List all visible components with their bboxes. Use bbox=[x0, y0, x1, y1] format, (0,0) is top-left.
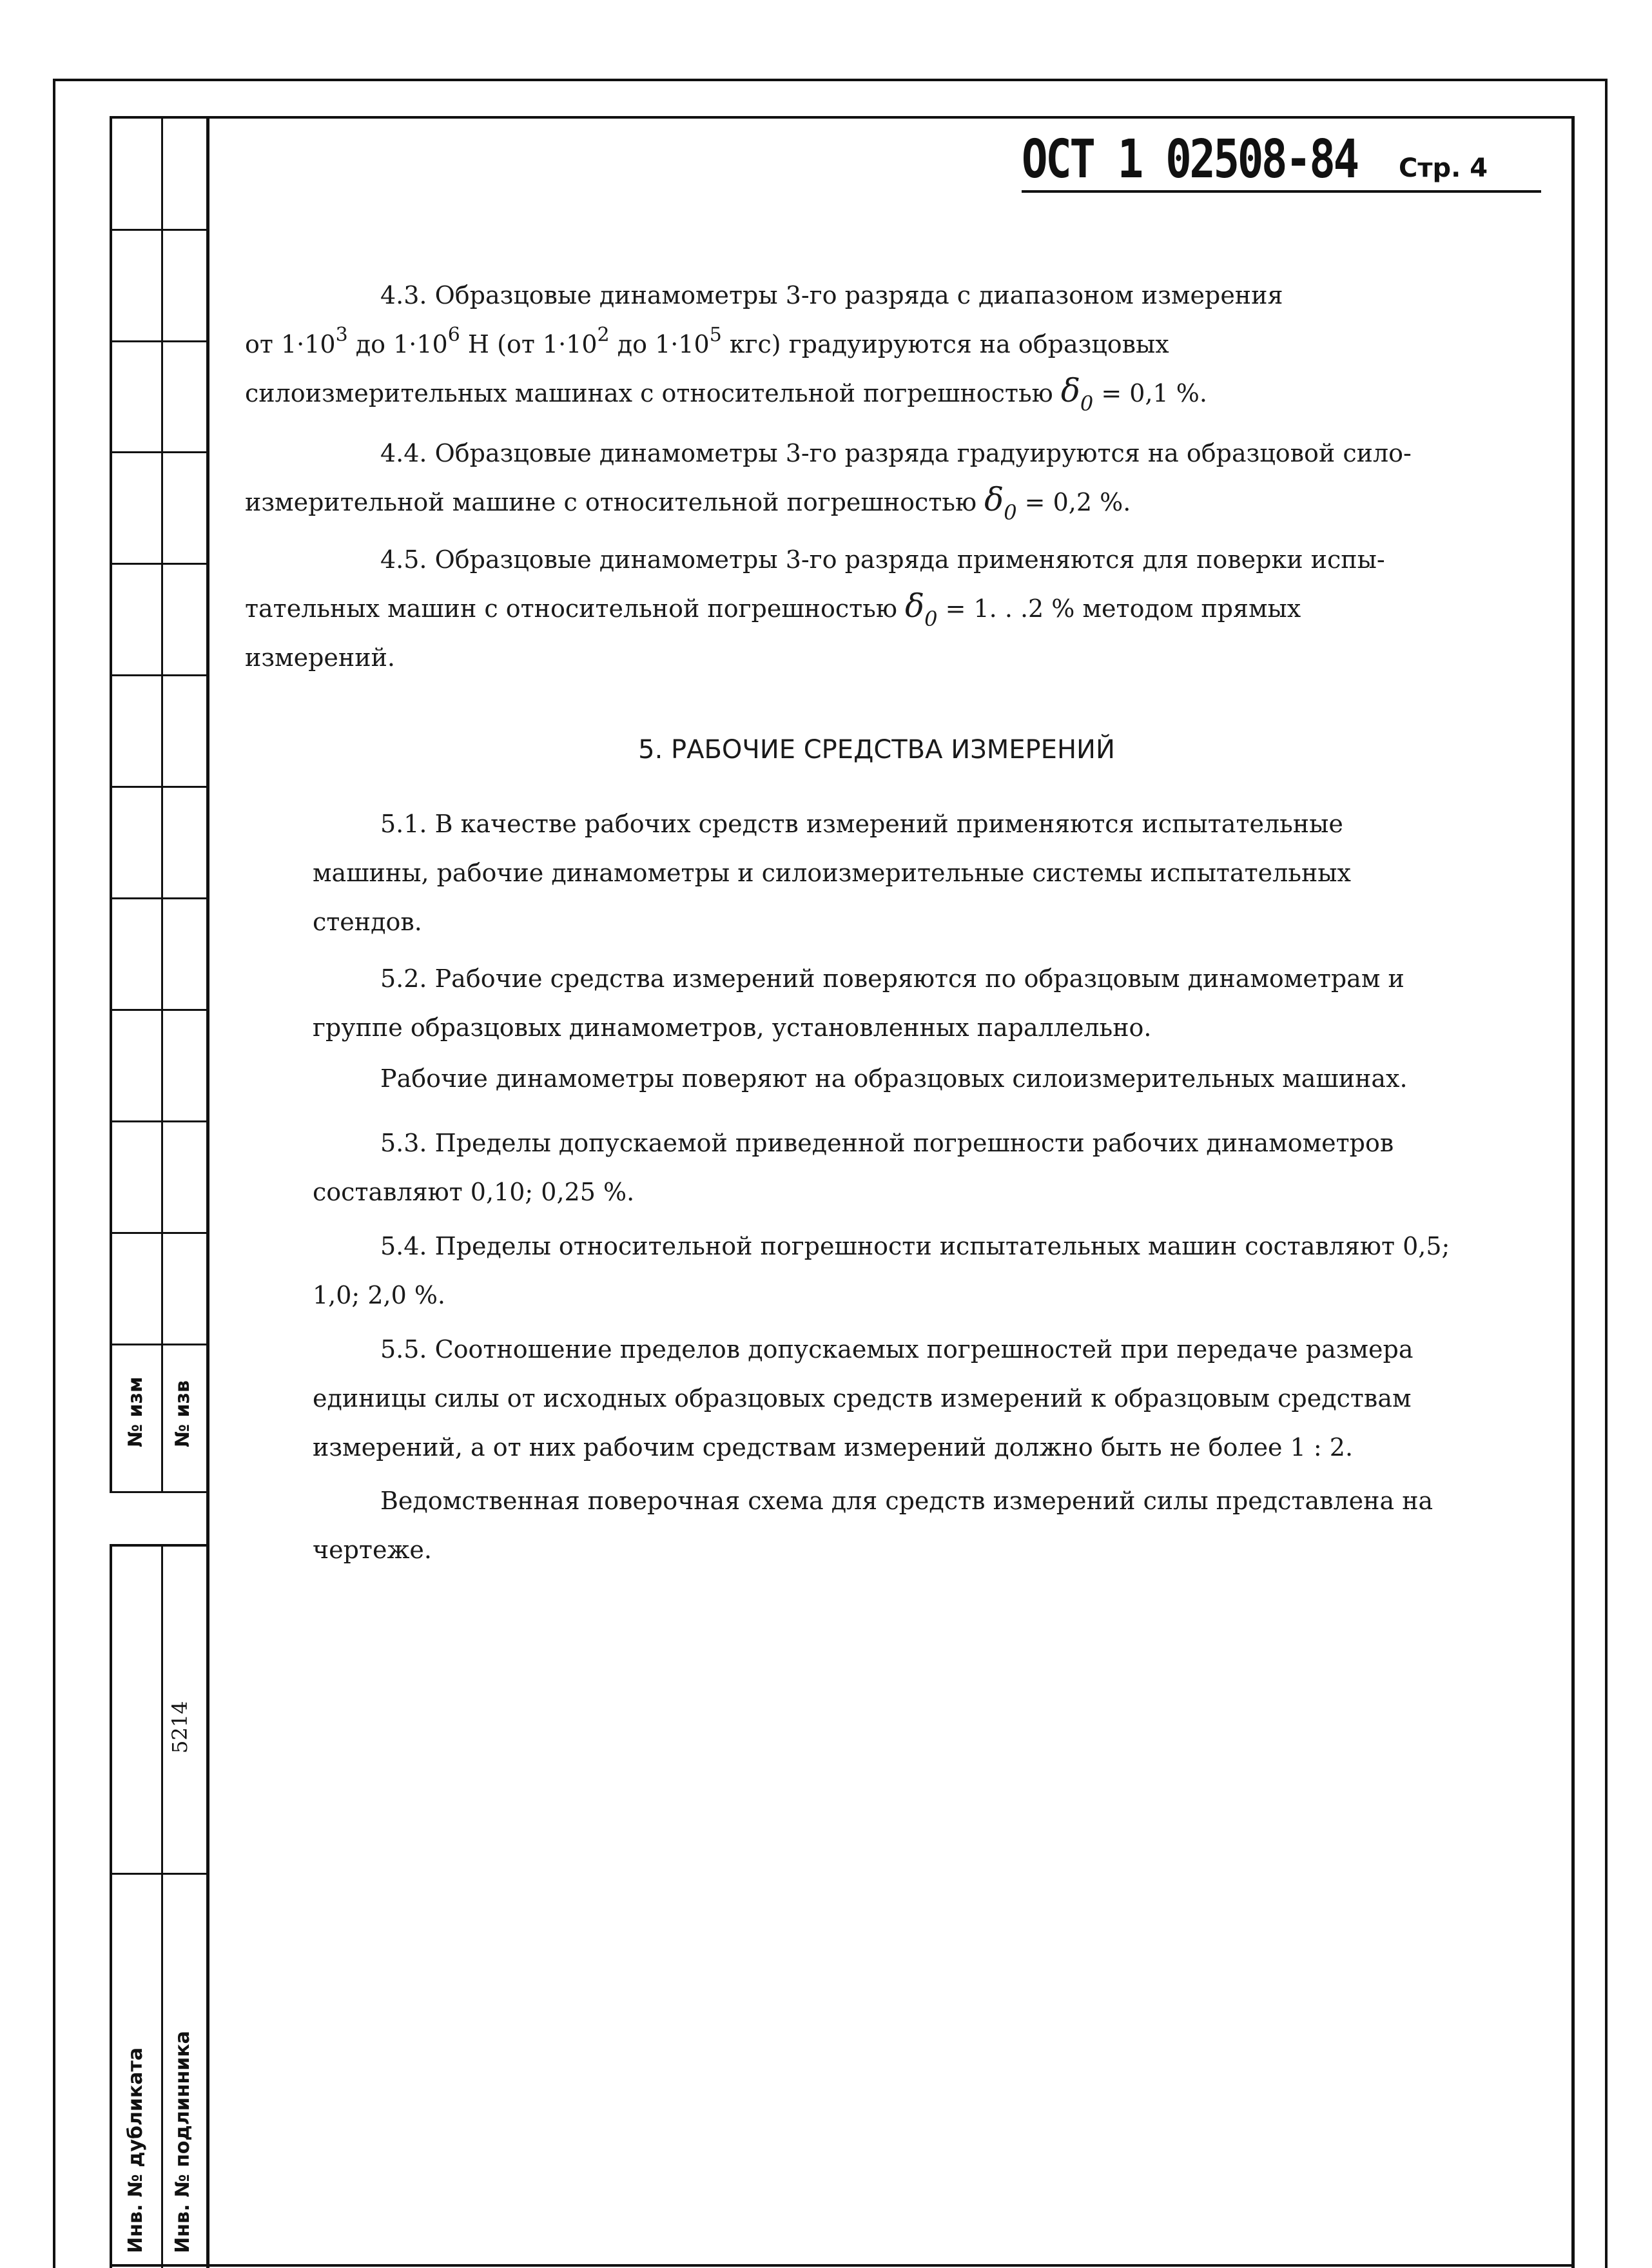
outer-frame-right bbox=[1605, 79, 1608, 2268]
p4-4-line2 bbox=[245, 478, 1131, 527]
delta-subscript: 0 bbox=[924, 607, 938, 631]
margin-col-right bbox=[206, 116, 209, 2268]
margin-row bbox=[110, 674, 208, 676]
paragraph-5-3: 5.3. Пределы допускаемой приведенной погрешности рабочих динамометров составляют 0,10; 0,25 %. bbox=[313, 1129, 1394, 1206]
p4-3-text: Н (от 1·10 bbox=[460, 330, 598, 358]
p4-3-text: до 1·10 bbox=[347, 330, 448, 358]
stamp-col-mid bbox=[161, 1544, 163, 2268]
section-5-title: 5. РАБОЧИЕ СРЕДСТВА ИЗМЕРЕНИЙ bbox=[638, 735, 1115, 765]
paragraph-5-1: 5.1. В качестве рабочих средств измерений применяются испытательные машины, рабочие динамометры и силоизмерительные системы испытательных стендов. bbox=[313, 810, 1351, 936]
margin-row bbox=[110, 229, 208, 231]
p4-4-text: = 0,2 %. bbox=[1016, 488, 1131, 516]
exponent: 2 bbox=[597, 324, 610, 346]
p4-5-line3: измерений. bbox=[245, 643, 395, 672]
page-number: Стр. 4 bbox=[1399, 153, 1488, 183]
inv-duplicate-label: Инв. № дубликата bbox=[124, 2047, 147, 2253]
exponent: 5 bbox=[709, 324, 722, 346]
delta-subscript: 0 bbox=[1080, 391, 1094, 416]
outer-frame-top bbox=[53, 79, 1606, 81]
p4-3-text: = 0,1 %. bbox=[1093, 379, 1207, 407]
paragraph-5-5: 5.5. Соотношение пределов допускаемых погрешностей при передаче размера единицы силы от исходных образцовых средств измерений к образцовым средствам измерений, а от них рабочим средствам измерений должно быть не более 1 : 2. bbox=[313, 1335, 1414, 1461]
p4-4-line1: 4.4. Образцовые динамометры 3-го разряда градуируются на образцовой сило- bbox=[380, 439, 1412, 467]
delta-symbol: δ bbox=[984, 481, 1004, 518]
paragraph-4-5 bbox=[245, 535, 1486, 682]
margin-row bbox=[110, 340, 208, 342]
inv-original-label: Инв. № подлинника bbox=[171, 2031, 194, 2253]
p4-5-line1: 4.5. Образцовые динамометры 3-го разряда применяются для поверки испы- bbox=[380, 545, 1385, 574]
paragraph-5-6: Ведомственная поверочная схема для средств измерений силы представлена на чертеже. bbox=[313, 1487, 1433, 1564]
inv-original-number: 5214 bbox=[168, 1701, 192, 1754]
stamp-col-left bbox=[110, 1544, 112, 2268]
paragraph-5-2: 5.2. Рабочие средства измерений поверяются по образцовым динамометрам и группе образцовых динамометров, установленных параллельно. bbox=[313, 964, 1404, 1042]
inner-frame-right bbox=[1571, 116, 1575, 2268]
delta-subscript: 0 bbox=[1004, 500, 1017, 525]
p4-5-text: = 1. . .2 % методом прямых bbox=[937, 594, 1301, 623]
izv-label: № изв bbox=[171, 1380, 194, 1447]
delta-symbol: δ bbox=[1060, 372, 1080, 409]
exponent: 6 bbox=[447, 324, 460, 346]
inner-frame-bottom bbox=[110, 2264, 1574, 2267]
margin-row bbox=[110, 1120, 208, 1122]
p4-3-text: кгс) градуируются на образцовых bbox=[721, 330, 1169, 358]
p4-5-text: тательных машин с относительной погрешностью bbox=[245, 594, 906, 623]
paragraph-4-4 bbox=[245, 429, 1486, 527]
p4-3-line3 bbox=[245, 369, 1207, 418]
p4-4-text: измерительной машине с относительной погрешностью bbox=[245, 488, 985, 516]
margin-col-mid bbox=[161, 116, 163, 1492]
stamp-row bbox=[110, 1873, 208, 1875]
margin-row bbox=[110, 1491, 208, 1493]
izm-label: № изм bbox=[124, 1376, 147, 1447]
margin-row bbox=[110, 1009, 208, 1011]
paragraph-5-4: 5.4. Пределы относительной погрешности испытательных машин составляют 0,5; 1,0; 2,0 %. bbox=[313, 1232, 1450, 1309]
p4-3-text: силоизмерительных машинах с относительной погрешностью bbox=[245, 379, 1061, 407]
margin-row bbox=[110, 897, 208, 899]
p4-3-line1: 4.3. Образцовые динамометры 3-го разряда с диапазоном измерения bbox=[380, 281, 1283, 309]
header-underline bbox=[1022, 190, 1541, 193]
paragraph-5-2b: Рабочие динамометры поверяют на образцовых силоизмерительных машинах. bbox=[380, 1064, 1408, 1093]
margin-row bbox=[110, 1232, 208, 1234]
margin-col-left bbox=[110, 116, 112, 1492]
margin-row bbox=[110, 563, 208, 565]
margin-row bbox=[110, 451, 208, 453]
stamp-top bbox=[110, 1544, 208, 1547]
p4-3-line2 bbox=[245, 320, 1169, 369]
margin-row bbox=[110, 786, 208, 788]
outer-frame-left bbox=[53, 79, 55, 2268]
delta-symbol: δ bbox=[905, 587, 925, 625]
exponent: 3 bbox=[335, 324, 348, 346]
margin-row bbox=[110, 1344, 208, 1345]
inner-frame-top bbox=[110, 116, 1574, 119]
p4-3-text: от 1·10 bbox=[245, 330, 336, 358]
document-code: ОСТ 1 02508-84 bbox=[1022, 129, 1357, 190]
p4-5-line2 bbox=[245, 584, 1301, 633]
p4-3-text: до 1·10 bbox=[609, 330, 710, 358]
